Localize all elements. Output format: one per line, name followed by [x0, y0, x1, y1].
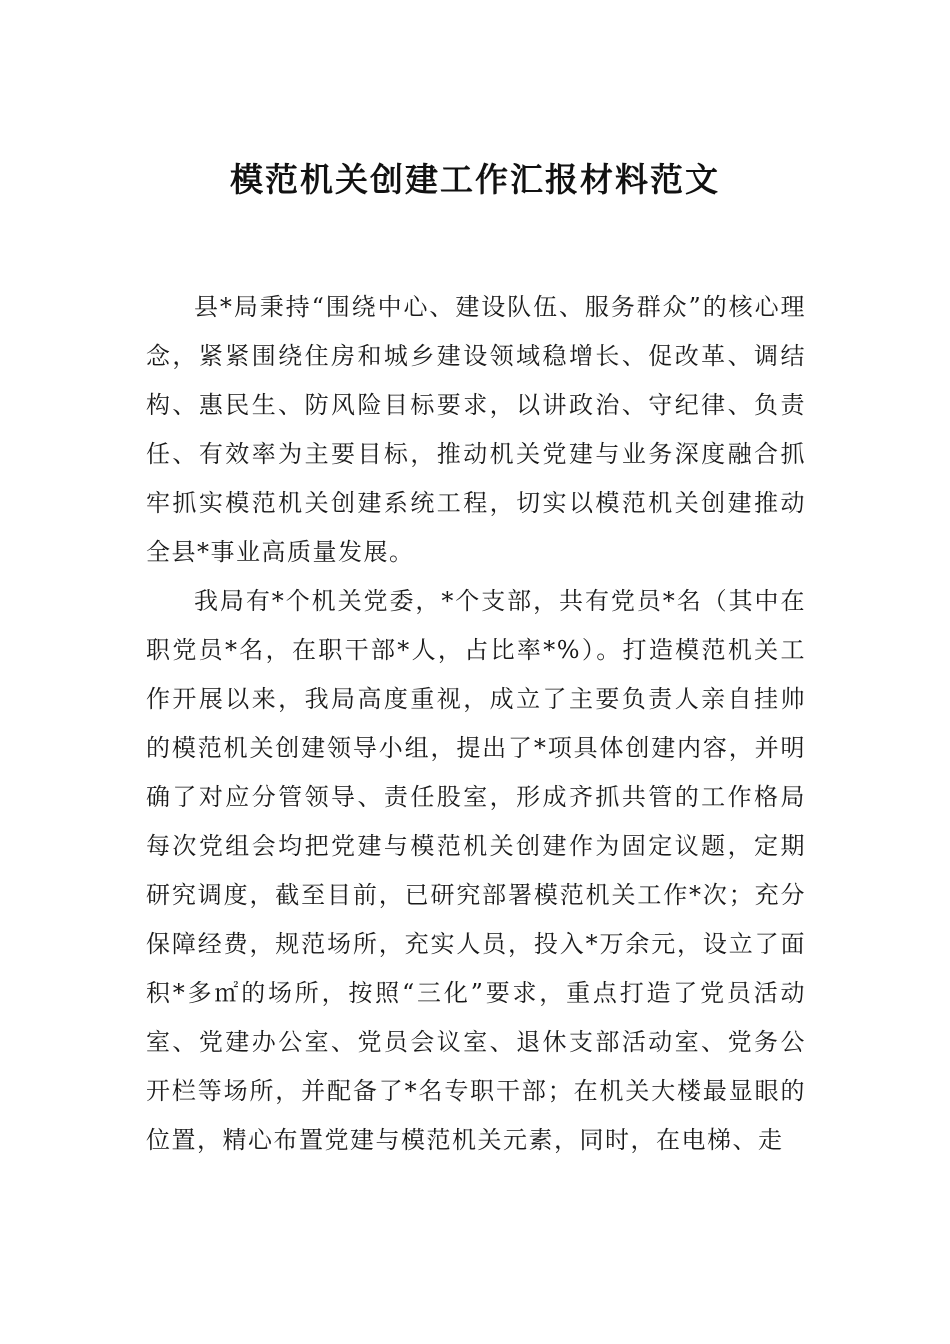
paragraph-intro: 县*局秉持“围绕中心、建设队伍、服务群众”的核心理念，紧紧围绕住房和城乡建设领域稳增长、促改革、调结构、惠民生、防风险目标要求，以讲政治、守纪律、负责任、有效率为主要目标，推动机关党建与业务深度融合抓牢抓实模范机关创建系统工程，切实以模范机关创建推动全县*事业高质量发展。	[146, 293, 806, 566]
document-body	[146, 283, 806, 1165]
document-title: 模范机关创建工作汇报材料范文	[230, 160, 720, 199]
paragraph-overview: 我局有*个机关党委，*个支部，共有党员*名（其中在职党员*名，在职干部*人，占比率*%）。打造模范机关工作开展以来，我局高度重视，成立了主要负责人亲自挂帅的模范机关创建领导小组，提出了*项具体创建内容，并明确了对应分管领导、责任股室，形成齐抓共管的工作格局每次党组会均把党建与模范机关创建作为固定议题，定期研究调度，截至目前，已研究部署模范机关工作*次；充分保障经费，规范场所，充实人员，投入*万余元，设立了面积*多㎡的场所，按照“三化”要求，重点打造了党员活动室、党建办公室、党员会议室、退休支部活动室、党务公开栏等场所，并配备了*名专职干部；在机关大楼最显眼的位置，精心布置党建与模范机关元素，同时，在电梯、走	[146, 587, 806, 1154]
